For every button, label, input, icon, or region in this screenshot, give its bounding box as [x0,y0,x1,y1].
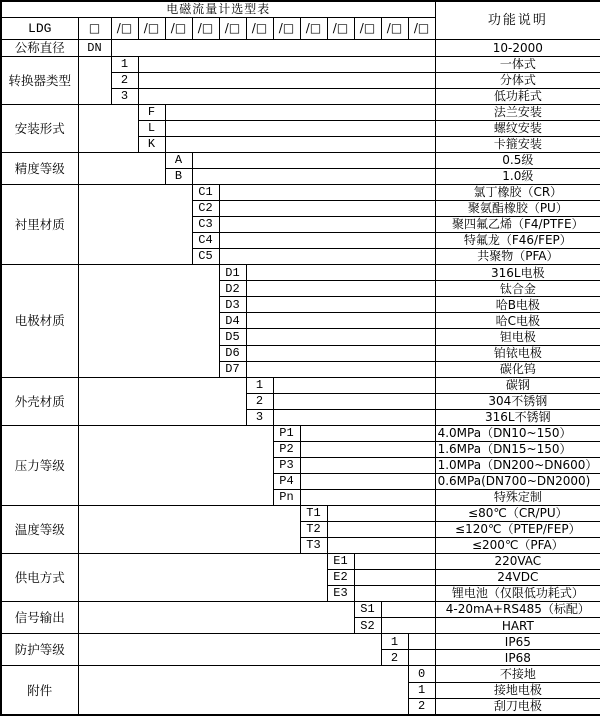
option-filler-6-1 [273,393,435,409]
option-filler-11-0 [408,634,435,650]
option-filler-1-0 [138,56,435,72]
category-label-9: 供电方式 [1,554,78,602]
option-filler-7-2 [300,457,435,473]
option-filler-4-4 [219,249,435,265]
option-desc-4-2: 聚四氟乙烯（F4/PTFE） [435,217,600,233]
category-spacer-11 [78,634,381,666]
option-code-11-0: 1 [381,634,408,650]
option-desc-8-0: ≤80℃（CR/PU） [435,505,600,521]
option-desc-4-0: 氯丁橡胶（CR） [435,185,600,201]
option-filler-6-0 [273,377,435,393]
option-desc-7-3: 0.6MPa(DN700~DN2000) [435,473,600,489]
model-code-slot-8: /□ [300,18,327,40]
option-code-4-0: C1 [192,185,219,201]
option-filler-11-1 [408,650,435,666]
option-code-4-4: C5 [192,249,219,265]
option-desc-8-2: ≤200℃（PFA） [435,538,600,554]
option-filler-8-0 [327,505,435,521]
option-filler-4-0 [219,185,435,201]
option-filler-3-0 [192,152,435,168]
option-code-7-1: P2 [273,441,300,457]
category-label-10: 信号输出 [1,602,78,634]
option-code-6-0: 1 [246,377,273,393]
option-code-0-0: DN [78,40,111,57]
option-desc-6-2: 316L不锈钢 [435,409,600,425]
option-code-6-2: 3 [246,409,273,425]
option-desc-0-0: 10-2000 [435,40,600,57]
option-code-10-0: S1 [354,602,381,618]
option-code-8-1: T2 [300,522,327,538]
option-code-3-0: A [165,152,192,168]
option-code-10-1: S2 [354,618,381,634]
option-filler-2-1 [165,120,435,136]
option-desc-9-2: 锂电池（仅限低功耗式） [435,586,600,602]
model-code-slot-5: /□ [219,18,246,40]
option-filler-5-4 [246,329,435,345]
model-code-slot-10: /□ [354,18,381,40]
option-desc-8-1: ≤120℃（PTEP/FEP） [435,522,600,538]
category-label-6: 外壳材质 [1,377,78,425]
option-desc-7-0: 4.0MPa（DN10~150） [435,425,600,441]
option-filler-4-1 [219,201,435,217]
option-filler-10-0 [381,602,435,618]
option-code-3-1: B [165,169,192,185]
model-prefix: LDG [1,18,78,40]
option-filler-5-1 [246,281,435,297]
option-code-5-2: D3 [219,297,246,313]
option-filler-2-2 [165,136,435,152]
option-desc-7-4: 特殊定制 [435,489,600,505]
category-label-0: 公称直径 [1,40,78,57]
option-code-5-3: D4 [219,313,246,329]
category-label-12: 附件 [1,666,78,715]
option-filler-9-2 [354,586,435,602]
option-code-7-3: P4 [273,473,300,489]
option-desc-2-0: 法兰安装 [435,104,600,120]
option-desc-2-1: 螺纹安装 [435,120,600,136]
option-code-8-0: T1 [300,505,327,521]
option-desc-4-3: 特氟龙（F46/FEP） [435,233,600,249]
category-spacer-5 [78,265,219,377]
category-spacer-2 [78,104,138,152]
option-code-5-0: D1 [219,265,246,281]
option-code-5-5: D6 [219,345,246,361]
option-desc-12-1: 接地电极 [435,682,600,698]
category-spacer-9 [78,554,327,602]
option-code-7-4: Pn [273,489,300,505]
option-code-12-1: 1 [408,682,435,698]
option-filler-9-0 [354,554,435,570]
option-filler-10-1 [381,618,435,634]
category-label-7: 压力等级 [1,425,78,505]
model-code-slot-3: /□ [165,18,192,40]
option-filler-5-5 [246,345,435,361]
option-desc-9-0: 220VAC [435,554,600,570]
option-code-4-3: C4 [192,233,219,249]
option-desc-1-2: 低功耗式 [435,88,600,104]
option-desc-1-1: 分体式 [435,72,600,88]
option-filler-5-3 [246,313,435,329]
category-spacer-1 [78,56,111,104]
category-label-11: 防护等级 [1,634,78,666]
category-label-3: 精度等级 [1,152,78,184]
model-dn-slot: □ [78,18,111,40]
category-label-4: 衬里材质 [1,185,78,265]
option-filler-8-1 [327,522,435,538]
option-code-7-2: P3 [273,457,300,473]
option-filler-0-0 [111,40,435,57]
option-desc-4-4: 共聚物（PFA） [435,249,600,265]
option-desc-10-1: HART [435,618,600,634]
option-filler-1-2 [138,88,435,104]
option-code-12-0: 0 [408,666,435,682]
option-code-4-2: C3 [192,217,219,233]
option-code-9-0: E1 [327,554,354,570]
option-filler-8-2 [327,538,435,554]
model-code-slot-2: /□ [138,18,165,40]
option-filler-7-3 [300,473,435,489]
option-code-5-4: D5 [219,329,246,345]
model-code-slot-4: /□ [192,18,219,40]
option-code-1-0: 1 [111,56,138,72]
option-desc-5-4: 钽电极 [435,329,600,345]
option-code-11-1: 2 [381,650,408,666]
option-desc-1-0: 一体式 [435,56,600,72]
option-code-12-2: 2 [408,698,435,715]
option-desc-5-6: 碳化钨 [435,361,600,377]
option-code-9-1: E2 [327,570,354,586]
category-label-5: 电极材质 [1,265,78,377]
model-code-slot-7: /□ [273,18,300,40]
category-spacer-12 [78,666,408,715]
option-desc-6-0: 碳钢 [435,377,600,393]
category-spacer-6 [78,377,246,425]
category-spacer-10 [78,602,354,634]
option-desc-6-1: 304不锈钢 [435,393,600,409]
option-filler-6-2 [273,409,435,425]
option-desc-7-2: 1.0MPa（DN200~DN600） [435,457,600,473]
option-desc-5-0: 316L电极 [435,265,600,281]
option-filler-4-3 [219,233,435,249]
desc-column-header: 功能说明 [435,1,600,40]
category-label-1: 转换器类型 [1,56,78,104]
option-code-2-1: L [138,120,165,136]
option-code-8-2: T3 [300,538,327,554]
option-desc-5-5: 铂铱电极 [435,345,600,361]
option-filler-5-0 [246,265,435,281]
category-label-2: 安装形式 [1,104,78,152]
option-filler-7-0 [300,425,435,441]
option-desc-5-3: 哈C电极 [435,313,600,329]
option-desc-3-0: 0.5级 [435,152,600,168]
option-desc-11-1: IP68 [435,650,600,666]
option-desc-12-2: 刮刀电极 [435,698,600,715]
option-desc-7-1: 1.6MPa（DN15~150） [435,441,600,457]
option-filler-4-2 [219,217,435,233]
option-filler-3-1 [192,169,435,185]
option-filler-2-0 [165,104,435,120]
model-code-slot-12: /□ [408,18,435,40]
option-filler-7-4 [300,489,435,505]
category-spacer-3 [78,152,165,184]
option-filler-5-2 [246,297,435,313]
option-code-1-1: 2 [111,72,138,88]
option-code-2-2: K [138,136,165,152]
option-code-6-1: 2 [246,393,273,409]
option-desc-10-0: 4-20mA+RS485（标配） [435,602,600,618]
option-desc-3-1: 1.0级 [435,169,600,185]
option-desc-4-1: 聚氨酯橡胶（PU） [435,201,600,217]
option-filler-1-1 [138,72,435,88]
option-code-4-1: C2 [192,201,219,217]
category-spacer-8 [78,505,300,553]
option-code-9-2: E3 [327,586,354,602]
option-desc-2-2: 卡箍安装 [435,136,600,152]
option-code-7-0: P1 [273,425,300,441]
option-code-1-2: 3 [111,88,138,104]
option-desc-5-2: 哈B电极 [435,297,600,313]
option-code-2-0: F [138,104,165,120]
option-desc-11-0: IP65 [435,634,600,650]
model-code-slot-11: /□ [381,18,408,40]
table-title: 电磁流量计选型表 [1,1,435,18]
model-code-slot-9: /□ [327,18,354,40]
model-code-slot-1: /□ [111,18,138,40]
option-code-5-6: D7 [219,361,246,377]
option-code-5-1: D2 [219,281,246,297]
option-filler-7-1 [300,441,435,457]
option-desc-12-0: 不接地 [435,666,600,682]
option-filler-5-6 [246,361,435,377]
category-spacer-7 [78,425,273,505]
option-desc-5-1: 钛合金 [435,281,600,297]
model-code-slot-6: /□ [246,18,273,40]
category-label-8: 温度等级 [1,505,78,553]
option-desc-9-1: 24VDC [435,570,600,586]
option-filler-9-1 [354,570,435,586]
category-spacer-4 [78,185,192,265]
